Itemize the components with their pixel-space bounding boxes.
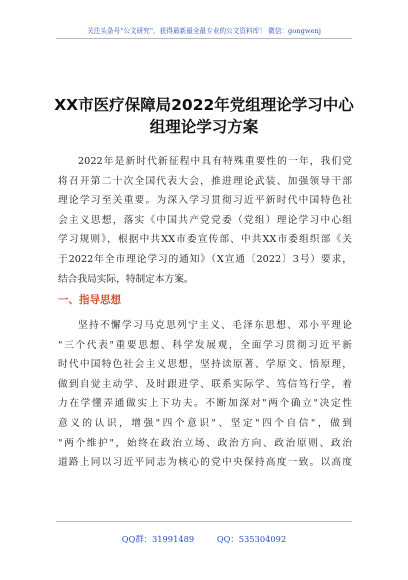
section-line: "两个维护"，始终在政治立场、政治方向、政治原则、政治: [58, 437, 352, 449]
section-line: 道路上同以习近平同志为核心的党中央保持高度一致。以高度: [58, 457, 352, 469]
document-title-line-1: XX市医疗保障局2022年党组理论学习中心: [54, 96, 354, 114]
page-footer: [56, 534, 352, 545]
footer-qq-group: QQ群：31991489: [121, 534, 195, 544]
intro-line: 于2022年全市理论学习的通知》（X宣通〔2022〕3号）要求，: [58, 254, 352, 265]
document-title-line-2: 组理论学习方案: [149, 118, 259, 136]
footer-qq-number: QQ：535304092: [216, 534, 287, 544]
page-header-banner: 关注头条号"公文研究"，获得最新最全最专业的公文资料库！ 微信：gongwenj: [87, 27, 321, 35]
section-line: 坚持不懈学习马克思列宁主义、毛泽东思想、邓小平理论: [78, 320, 352, 331]
intro-line: 会主义思想，落实《中国共产党党委（党组）理论学习中心组: [58, 214, 352, 226]
section-line: 力在学懂弄通做实上下功夫。不断加深对"两个确立"决定性: [58, 398, 352, 410]
section-line: "三个代表"重要思想、科学发展观，全面学习贯彻习近平新: [58, 339, 352, 351]
header-divider: [56, 38, 352, 39]
footer-divider: [56, 521, 352, 522]
section-line: 时代中国特色社会主义思想，坚持读原著、学原文、悟原理，: [58, 359, 352, 371]
intro-line: 学习规则》，根据中共XX市委宣传部、中共XX市委组织部《关: [58, 234, 352, 246]
intro-line: 理论学习至关重要。为深入学习贯彻习近平新时代中国特色社: [58, 195, 352, 207]
intro-line: 将召开第二十次全国代表大会，推进理论武装、加强领导干部: [58, 175, 352, 187]
section-line: 意义的认识，增强"四个意识"、坚定"四个自信"，做到: [58, 418, 352, 429]
section-line: 做到自觉主动学、及时跟进学、联系实际学、笃信笃行学，着: [58, 378, 352, 390]
section-heading-guiding-ideology: 一、指导思想: [58, 294, 121, 306]
intro-line: 结合我局实际，特制定本方案。: [58, 273, 194, 285]
intro-line: 2022年是新时代新征程中具有特殊重要性的一年，我们党: [78, 156, 352, 167]
